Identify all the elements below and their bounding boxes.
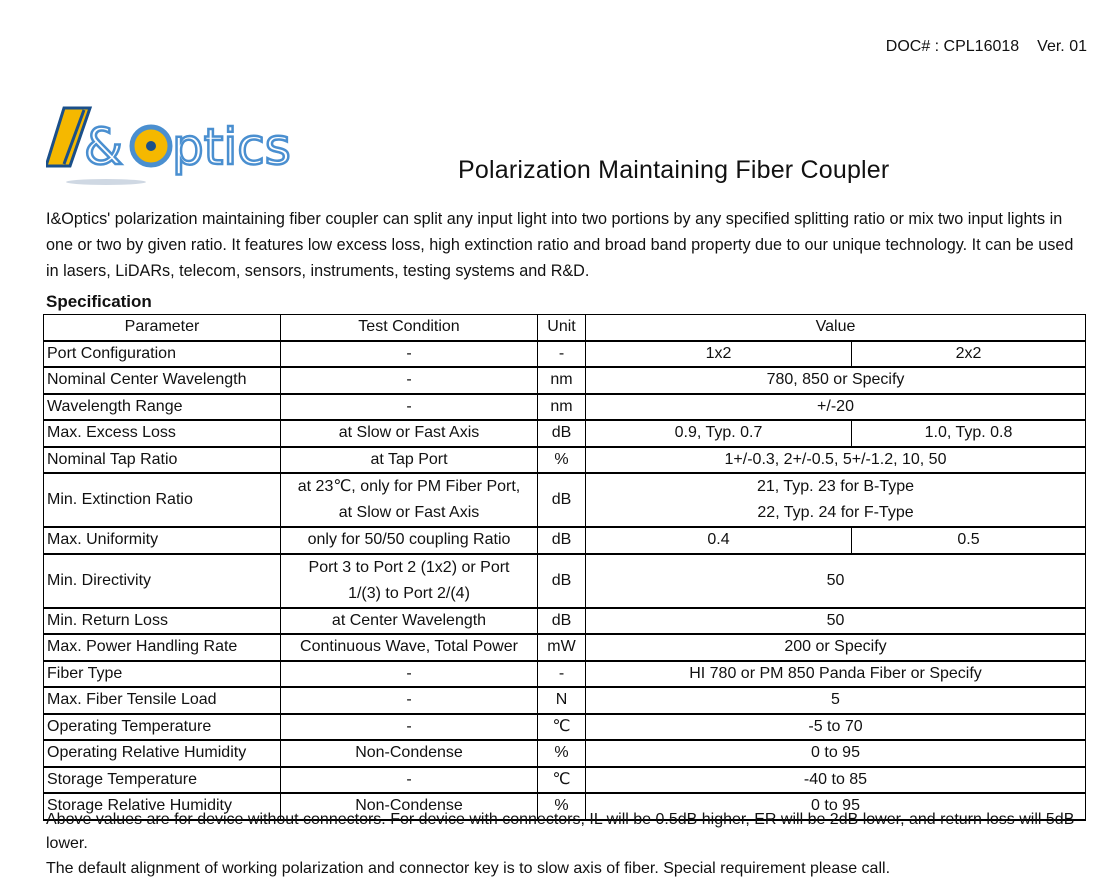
page-title: Polarization Maintaining Fiber Coupler	[458, 156, 890, 184]
condition-cell: -	[281, 714, 538, 741]
value-cell: -40 to 85	[586, 767, 1086, 794]
condition-cell	[281, 473, 538, 527]
unit-cell: -	[538, 341, 586, 368]
condition-cell: at Slow or Fast Axis	[281, 420, 538, 447]
param-cell: Storage Temperature	[44, 767, 281, 794]
value-line-2: 22, Typ. 24 for F-Type	[757, 504, 914, 521]
unit-cell: dB	[538, 554, 586, 608]
condition-cell: at Tap Port	[281, 447, 538, 474]
param-cell: Wavelength Range	[44, 394, 281, 421]
value-cell: 0 to 95	[586, 740, 1086, 767]
param-cell: Fiber Type	[44, 661, 281, 688]
unit-cell: nm	[538, 394, 586, 421]
table-row	[44, 608, 1086, 635]
intro-paragraph: I&Optics' polarization maintaining fiber coupler can split any input light into two portions by any specified splitting ratio or mix two input lights in one or two by given ratio. It features low excess loss, high extinction ratio and broad band property due to our unique technology. It can be used in lasers, LiDARs, telecom, sensors, instruments, testing systems and R&D.	[46, 210, 1074, 280]
unit-cell: ℃	[538, 767, 586, 794]
condition-cell	[281, 554, 538, 608]
unit-cell: ℃	[538, 714, 586, 741]
value-cell: 1+/-0.3, 2+/-0.5, 5+/-1.2, 10, 50	[586, 447, 1086, 474]
condition-cell: Non-Condense	[281, 793, 538, 820]
param-cell: Port Configuration	[44, 341, 281, 368]
svg-text:ptics: ptics	[172, 118, 291, 176]
doc-number: DOC# : CPL16018	[885, 38, 1020, 55]
condition-cell: at Center Wavelength	[281, 608, 538, 635]
param-cell: Min. Directivity	[44, 554, 281, 608]
table-row	[44, 447, 1086, 474]
spec-table	[43, 314, 1086, 821]
value-line-1: 21, Typ. 23 for B-Type	[756, 478, 915, 495]
value-cell-2x2: 1.0, Typ. 0.8	[852, 420, 1086, 447]
param-cell: Min. Extinction Ratio	[44, 473, 281, 527]
table-row	[44, 740, 1086, 767]
condition-cell: -	[281, 767, 538, 794]
param-cell: Operating Relative Humidity	[44, 740, 281, 767]
param-cell: Operating Temperature	[44, 714, 281, 741]
param-cell: Max. Fiber Tensile Load	[44, 687, 281, 714]
connector-note: Above values are for device without connectors. For device with connectors, IL will be 0.5dB higher, ER will be 2dB lower, and return loss will 5dB lower.	[46, 811, 1075, 852]
unit-cell: mW	[538, 634, 586, 661]
table-row	[44, 661, 1086, 688]
table-row	[44, 341, 1086, 368]
value-cell: 0 to 95	[586, 793, 1086, 820]
company-logo	[46, 100, 306, 190]
condition-line-1: Port 3 to Port 2 (1x2) or Port	[308, 558, 510, 576]
condition-cell: -	[281, 341, 538, 368]
condition-line-2: at Slow or Fast Axis	[338, 504, 480, 521]
value-cell: 780, 850 or Specify	[586, 367, 1086, 394]
value-cell: HI 780 or PM 850 Panda Fiber or Specify	[586, 661, 1086, 688]
table-row	[44, 527, 1086, 554]
value-cell: +/-20	[586, 394, 1086, 421]
condition-cell: -	[281, 367, 538, 394]
table-header-row	[44, 315, 1086, 341]
header-condition: Test Condition	[281, 315, 538, 341]
alignment-note: The default alignment of working polarization and connector key is to slow axis of fiber. Special requirement please call.	[46, 860, 891, 877]
param-cell: Nominal Center Wavelength	[44, 367, 281, 394]
header-value: Value	[586, 315, 1086, 341]
param-cell: Max. Uniformity	[44, 527, 281, 554]
param-cell: Nominal Tap Ratio	[44, 447, 281, 474]
value-cell-1x2: 1x2	[586, 341, 852, 368]
value-cell: 50	[586, 554, 1086, 608]
table-row	[44, 473, 1086, 527]
condition-cell: Non-Condense	[281, 740, 538, 767]
header-unit: Unit	[538, 315, 586, 341]
condition-cell: -	[281, 687, 538, 714]
value-cell-2x2: 2x2	[852, 341, 1086, 368]
doc-version: Ver. 01	[1037, 38, 1087, 55]
param-cell: Min. Return Loss	[44, 608, 281, 635]
unit-cell: dB	[538, 608, 586, 635]
unit-cell: %	[538, 740, 586, 767]
unit-cell: %	[538, 447, 586, 474]
table-row	[44, 714, 1086, 741]
value-cell: 200 or Specify	[586, 634, 1086, 661]
svg-text:&: &	[84, 118, 123, 176]
value-cell-1x2: 0.4	[586, 527, 852, 554]
condition-line-2: 1/(3) to Port 2/(4)	[348, 584, 470, 602]
table-row	[44, 554, 1086, 608]
unit-cell: N	[538, 687, 586, 714]
condition-cell: only for 50/50 coupling Ratio	[281, 527, 538, 554]
param-cell: Max. Excess Loss	[44, 420, 281, 447]
param-cell: Max. Power Handling Rate	[44, 634, 281, 661]
value-cell: -5 to 70	[586, 714, 1086, 741]
value-cell-2x2: 0.5	[852, 527, 1086, 554]
unit-cell: nm	[538, 367, 586, 394]
condition-line-1: at 23℃, only for PM Fiber Port,	[297, 478, 521, 495]
table-row	[44, 367, 1086, 394]
value-cell	[586, 473, 1086, 527]
unit-cell: %	[538, 793, 586, 820]
unit-cell: -	[538, 661, 586, 688]
unit-cell: dB	[538, 473, 586, 527]
value-cell: 50	[586, 608, 1086, 635]
unit-cell: dB	[538, 420, 586, 447]
header-parameter: Parameter	[44, 315, 281, 341]
condition-cell: -	[281, 661, 538, 688]
value-cell-1x2: 0.9, Typ. 0.7	[586, 420, 852, 447]
condition-cell: -	[281, 394, 538, 421]
unit-cell: dB	[538, 527, 586, 554]
value-cell: 5	[586, 687, 1086, 714]
table-row	[44, 687, 1086, 714]
table-row	[44, 420, 1086, 447]
table-row	[44, 767, 1086, 794]
param-cell: Storage Relative Humidity	[44, 793, 281, 820]
doc-id	[886, 38, 1087, 56]
table-row	[44, 634, 1086, 661]
condition-cell: Continuous Wave, Total Power	[281, 634, 538, 661]
spec-heading: Specification	[46, 292, 152, 311]
table-row	[44, 394, 1086, 421]
